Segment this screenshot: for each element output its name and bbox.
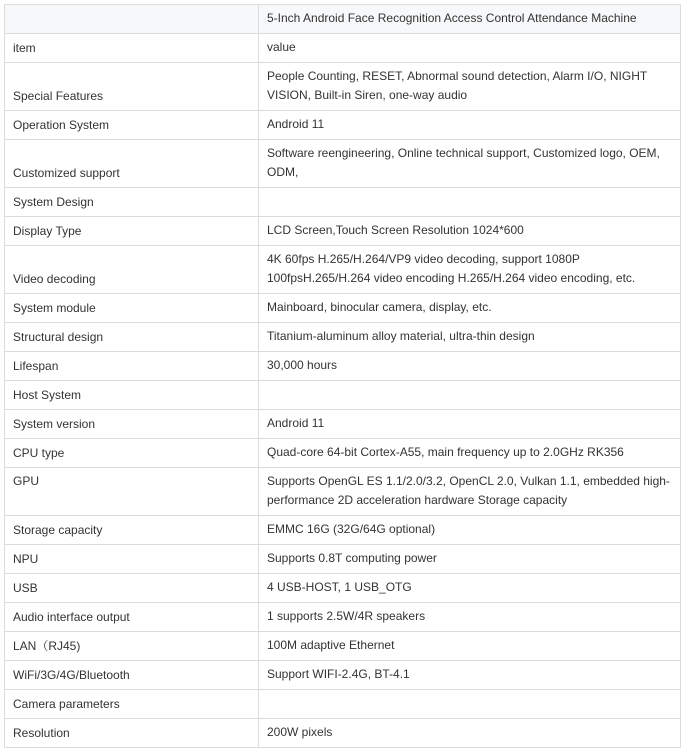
table-row xyxy=(5,545,681,574)
table-row xyxy=(5,381,681,410)
table-row xyxy=(5,34,681,63)
item-cell: Camera parameters xyxy=(5,690,259,719)
table-row xyxy=(5,468,681,516)
value-cell: 4 USB-HOST, 1 USB_OTG xyxy=(259,574,681,603)
table-row xyxy=(5,439,681,468)
table-row xyxy=(5,352,681,381)
value-cell: 1 supports 2.5W/4R speakers xyxy=(259,603,681,632)
item-cell: Storage capacity xyxy=(5,516,259,545)
item-cell: Lifespan xyxy=(5,352,259,381)
value-cell: People Counting, RESET, Abnormal sound detection, Alarm I/O, NIGHT VISION, Built-in Siren, one-way audio xyxy=(259,63,681,111)
item-cell: CPU type xyxy=(5,439,259,468)
value-cell: Quad-core 64-bit Cortex-A55, main frequency up to 2.0GHz RK356 xyxy=(259,439,681,468)
item-cell: GPU xyxy=(5,468,259,516)
item-cell: Video decoding xyxy=(5,246,259,294)
value-cell xyxy=(259,381,681,410)
item-cell: Special Features xyxy=(5,63,259,111)
item-cell: Display Type xyxy=(5,217,259,246)
table-row xyxy=(5,410,681,439)
item-cell: System module xyxy=(5,294,259,323)
value-cell: Titanium-aluminum alloy material, ultra-thin design xyxy=(259,323,681,352)
item-cell: Operation System xyxy=(5,111,259,140)
table-row xyxy=(5,661,681,690)
value-cell: Android 11 xyxy=(259,410,681,439)
value-cell: 100M adaptive Ethernet xyxy=(259,632,681,661)
value-cell: 30,000 hours xyxy=(259,352,681,381)
item-cell: Structural design xyxy=(5,323,259,352)
table-row xyxy=(5,217,681,246)
value-cell: EMMC 16G (32G/64G optional) xyxy=(259,516,681,545)
table-row xyxy=(5,188,681,217)
table-row xyxy=(5,719,681,748)
table-row xyxy=(5,632,681,661)
table-row xyxy=(5,690,681,719)
item-cell: System version xyxy=(5,410,259,439)
value-cell: Supports 0.8T computing power xyxy=(259,545,681,574)
product-title-cell: 5-Inch Android Face Recognition Access Control Attendance Machine xyxy=(259,5,681,34)
header-label-cell xyxy=(5,5,259,34)
table-row xyxy=(5,574,681,603)
value-cell: Mainboard, binocular camera, display, etc. xyxy=(259,294,681,323)
spec-table xyxy=(4,4,681,748)
table-row xyxy=(5,63,681,111)
table-row xyxy=(5,516,681,545)
item-cell: Customized support xyxy=(5,140,259,188)
value-cell: Android 11 xyxy=(259,111,681,140)
item-cell: item xyxy=(5,34,259,63)
item-cell: Host System xyxy=(5,381,259,410)
value-cell xyxy=(259,188,681,217)
item-cell: WiFi/3G/4G/Bluetooth xyxy=(5,661,259,690)
item-cell: Audio interface output xyxy=(5,603,259,632)
value-cell: Support WIFI-2.4G, BT-4.1 xyxy=(259,661,681,690)
table-row xyxy=(5,111,681,140)
table-row xyxy=(5,294,681,323)
value-cell: value xyxy=(259,34,681,63)
table-row xyxy=(5,323,681,352)
value-cell: LCD Screen,Touch Screen Resolution 1024*600 xyxy=(259,217,681,246)
table-header-row xyxy=(5,5,681,34)
value-cell xyxy=(259,690,681,719)
item-cell: System Design xyxy=(5,188,259,217)
item-cell: Resolution xyxy=(5,719,259,748)
value-cell: 4K 60fps H.265/H.264/VP9 video decoding, support 1080P 100fpsH.265/H.264 video encoding H.265/H.264 video encoding, etc. xyxy=(259,246,681,294)
value-cell: Supports OpenGL ES 1.1/2.0/3.2, OpenCL 2.0, Vulkan 1.1, embedded high-performance 2D acceleration hardware Storage capacity xyxy=(259,468,681,516)
item-cell: LAN（RJ45) xyxy=(5,632,259,661)
item-cell: USB xyxy=(5,574,259,603)
value-cell: Software reengineering, Online technical support, Customized logo, OEM, ODM, xyxy=(259,140,681,188)
table-row xyxy=(5,603,681,632)
value-cell: 200W pixels xyxy=(259,719,681,748)
item-cell: NPU xyxy=(5,545,259,574)
table-row xyxy=(5,140,681,188)
table-row xyxy=(5,246,681,294)
